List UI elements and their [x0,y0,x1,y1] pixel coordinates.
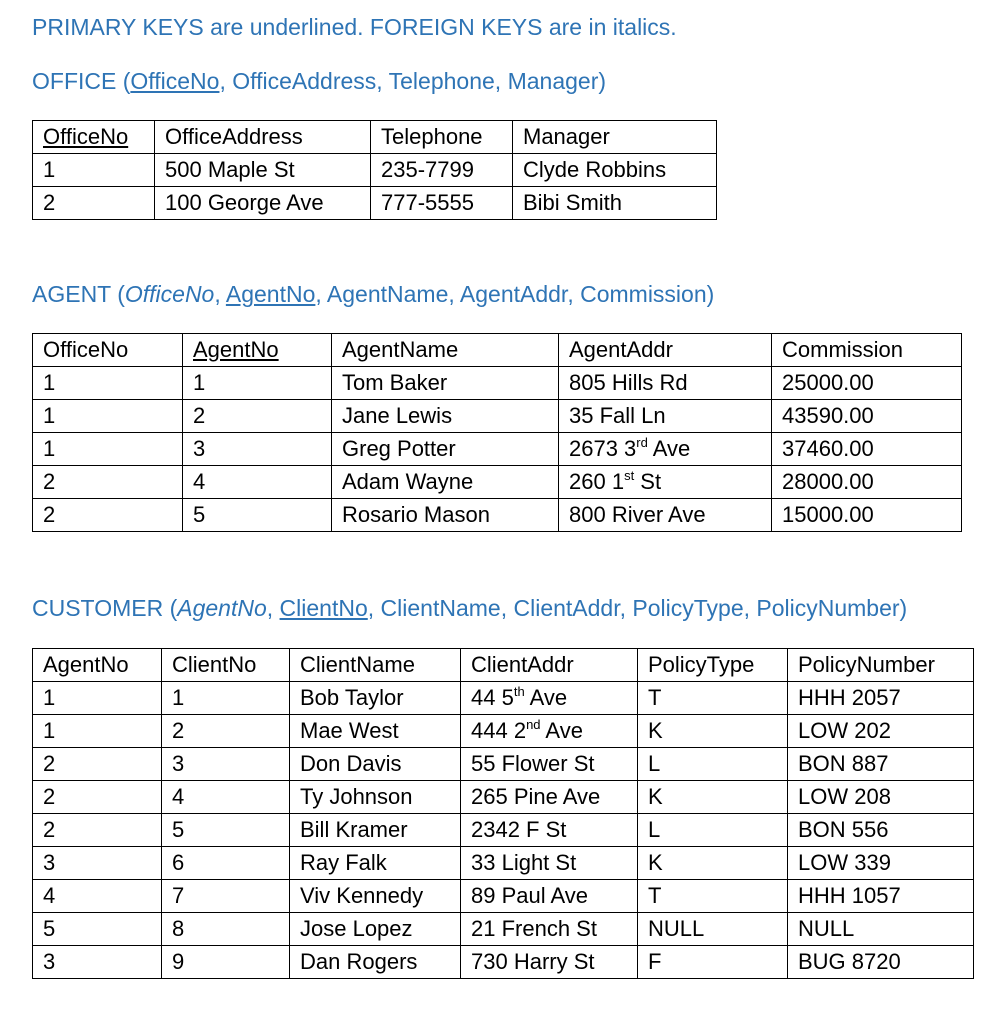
table-row [33,847,974,880]
table-cell: BON 887 [788,748,974,781]
table-cell: 3 [162,748,290,781]
table-cell: 1 [33,154,155,187]
table-cell: 260 1st St [559,466,772,499]
table-cell: 37460.00 [772,433,962,466]
table-cell: 800 River Ave [559,499,772,532]
table-cell: 5 [162,814,290,847]
table-cell: 5 [183,499,332,532]
table-cell: 35 Fall Ln [559,400,772,433]
table-cell: 3 [33,847,162,880]
table-cell: 100 George Ave [155,187,371,220]
table-cell: NULL [788,913,974,946]
customer-schema-field: AgentNo [177,595,267,621]
agent-header-cell: Commission [772,334,962,367]
table-cell: Tom Baker [332,367,559,400]
table-cell: 5 [33,913,162,946]
table-cell: LOW 202 [788,715,974,748]
table-cell: T [638,682,788,715]
table-cell: 7 [162,880,290,913]
office-table [32,120,717,220]
office-schema-field: OfficeAddress [232,68,377,94]
table-cell: 265 Pine Ave [461,781,638,814]
table-row [33,781,974,814]
agent-schema-field: OfficeNo [124,281,215,307]
table-cell: 89 Paul Ave [461,880,638,913]
table-cell: 43590.00 [772,400,962,433]
table-cell: 1 [33,367,183,400]
table-cell: 21 French St [461,913,638,946]
office-schema-field: OfficeNo [130,68,220,94]
table-cell: LOW 339 [788,847,974,880]
agent-header-cell: AgentNo [183,334,332,367]
office-schema-title: OFFICE ( [32,68,131,94]
table-cell: 33 Light St [461,847,638,880]
table-cell: 2 [33,466,183,499]
table-cell: Ty Johnson [290,781,461,814]
table-cell: HHH 2057 [788,682,974,715]
agent-schema-title: AGENT ( [32,281,125,307]
office-schema: OFFICE (OfficeNo, OfficeAddress, Telephone, Manager) [32,68,607,94]
table-cell: 2 [33,748,162,781]
table-row [33,466,962,499]
table-cell: 1 [33,715,162,748]
table-row [33,814,974,847]
table-cell: 1 [33,400,183,433]
table-cell: Rosario Mason [332,499,559,532]
table-cell: 15000.00 [772,499,962,532]
table-row [33,715,974,748]
agent-schema-field: Commission [580,281,707,307]
agent-schema-field: AgentName [326,281,449,307]
table-cell: 1 [33,433,183,466]
table-cell: 1 [183,367,332,400]
table-cell: 3 [183,433,332,466]
table-cell: HHH 1057 [788,880,974,913]
office-header-row [33,121,717,154]
office-schema-field: Manager [507,68,599,94]
customer-schema-field: ClientAddr [513,595,620,621]
table-cell: L [638,748,788,781]
table-row [33,433,962,466]
table-cell: 8 [162,913,290,946]
table-cell: BUG 8720 [788,946,974,979]
table-cell: Don Davis [290,748,461,781]
table-cell: LOW 208 [788,781,974,814]
table-row [33,499,962,532]
table-cell: L [638,814,788,847]
agent-header-cell: AgentName [332,334,559,367]
table-cell: Greg Potter [332,433,559,466]
table-cell: 4 [162,781,290,814]
customer-header-cell: PolicyType [638,649,788,682]
table-cell: 2 [162,715,290,748]
customer-schema: CUSTOMER (AgentNo, ClientNo, ClientName, ClientAddr, PolicyType, PolicyNumber) [32,595,908,621]
table-cell: 777-5555 [371,187,513,220]
table-cell: 444 2nd Ave [461,715,638,748]
table-cell: Ray Falk [290,847,461,880]
office-schema-field: Telephone [388,68,495,94]
customer-header-cell: AgentNo [33,649,162,682]
table-row [33,748,974,781]
table-cell: 1 [162,682,290,715]
table-cell: K [638,715,788,748]
table-cell: 2 [33,499,183,532]
table-cell: 1 [33,682,162,715]
customer-schema-field: ClientName [380,595,501,621]
table-cell: BON 556 [788,814,974,847]
table-cell: 500 Maple St [155,154,371,187]
table-row [33,154,717,187]
agent-header-cell: AgentAddr [559,334,772,367]
table-cell: Clyde Robbins [513,154,717,187]
table-cell: Adam Wayne [332,466,559,499]
table-cell: 2 [33,814,162,847]
table-cell: T [638,880,788,913]
customer-header-cell: ClientNo [162,649,290,682]
customer-schema-title: CUSTOMER ( [32,595,178,621]
table-cell: 2673 3rd Ave [559,433,772,466]
table-cell: Viv Kennedy [290,880,461,913]
table-cell: 2342 F St [461,814,638,847]
customer-schema-field: PolicyNumber [756,595,900,621]
agent-schema: AGENT (OfficeNo, AgentNo, AgentName, AgentAddr, Commission) [32,281,715,307]
table-cell: 2 [33,781,162,814]
table-cell: 4 [183,466,332,499]
table-row [33,682,974,715]
table-row [33,400,962,433]
table-row [33,946,974,979]
table-cell: 2 [33,187,155,220]
table-cell: 2 [183,400,332,433]
customer-table [32,648,974,979]
customer-header-row [33,649,974,682]
table-cell: K [638,847,788,880]
key-legend-note: PRIMARY KEYS are underlined. FOREIGN KEYS are in italics. [32,14,677,40]
table-row [33,913,974,946]
customer-schema-field: ClientNo [279,595,368,621]
table-cell: 4 [33,880,162,913]
customer-header-cell: PolicyNumber [788,649,974,682]
table-cell: 28000.00 [772,466,962,499]
table-cell: K [638,781,788,814]
table-cell: F [638,946,788,979]
office-header-cell: Telephone [371,121,513,154]
table-cell: Bill Kramer [290,814,461,847]
table-cell: 44 5th Ave [461,682,638,715]
table-cell: Bibi Smith [513,187,717,220]
agent-header-row [33,334,962,367]
table-cell: 235-7799 [371,154,513,187]
table-row [33,880,974,913]
table-cell: 805 Hills Rd [559,367,772,400]
customer-schema-field: PolicyType [632,595,744,621]
table-cell: 25000.00 [772,367,962,400]
agent-schema-field: AgentAddr [459,281,568,307]
agent-schema-field: AgentNo [225,281,316,307]
table-cell: Jane Lewis [332,400,559,433]
customer-header-cell: ClientAddr [461,649,638,682]
office-header-cell: OfficeNo [33,121,155,154]
table-row [33,367,962,400]
customer-header-cell: ClientName [290,649,461,682]
table-cell: 730 Harry St [461,946,638,979]
table-cell: 55 Flower St [461,748,638,781]
table-cell: 3 [33,946,162,979]
table-cell: 9 [162,946,290,979]
table-row [33,187,717,220]
agent-table [32,333,962,532]
agent-header-cell: OfficeNo [33,334,183,367]
table-cell: Mae West [290,715,461,748]
table-cell: Jose Lopez [290,913,461,946]
table-cell: Dan Rogers [290,946,461,979]
table-cell: NULL [638,913,788,946]
table-cell: 6 [162,847,290,880]
office-header-cell: Manager [513,121,717,154]
office-header-cell: OfficeAddress [155,121,371,154]
table-cell: Bob Taylor [290,682,461,715]
